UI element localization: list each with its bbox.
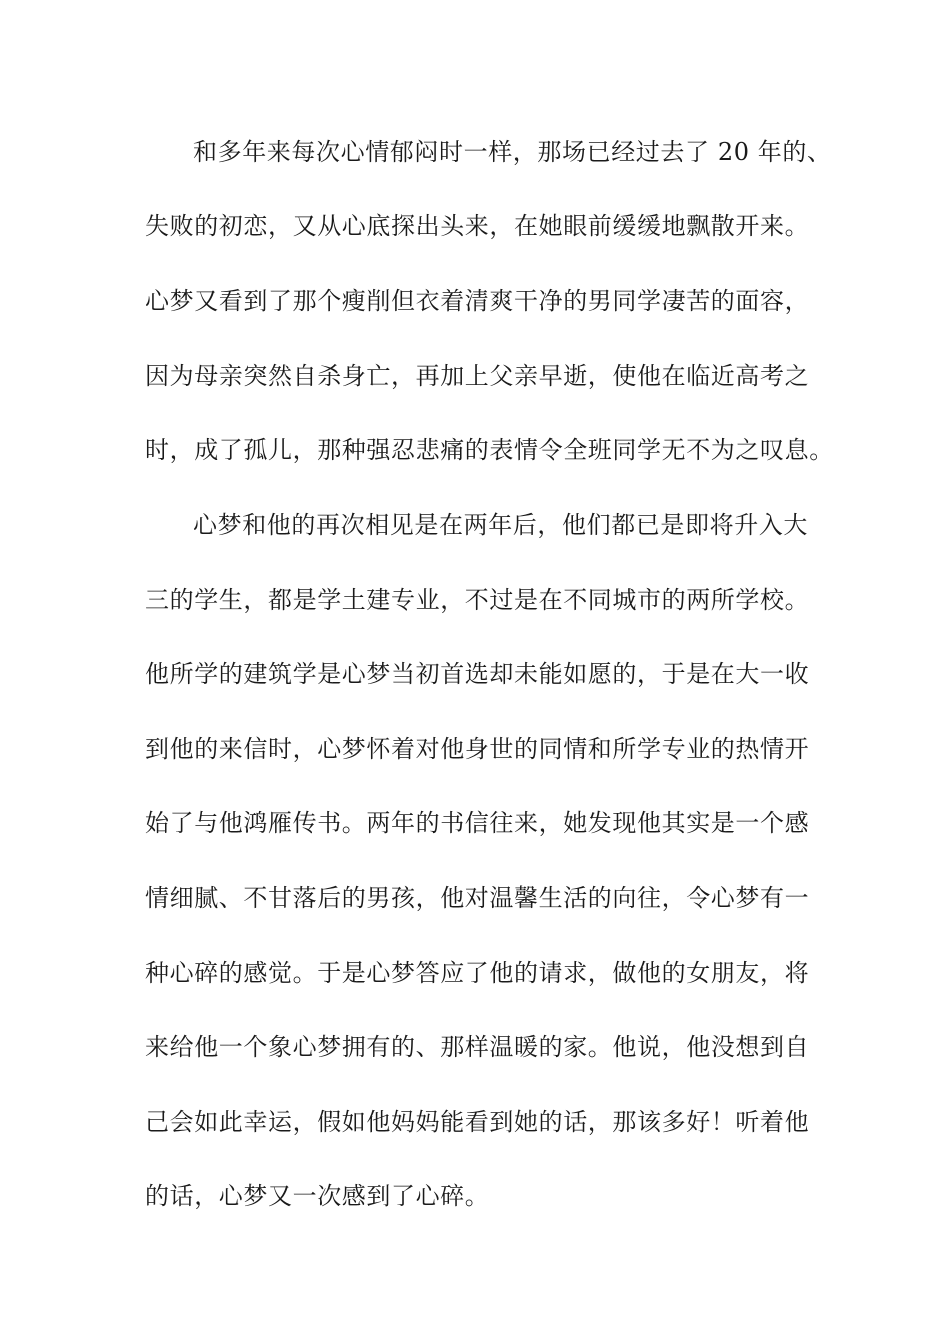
paragraph-2-line-5: 始了与他鸿雁传书。两年的书信往来，她发现他其实是一个感	[145, 809, 810, 837]
paragraph-2-line-9: 己会如此幸运，假如他妈妈能看到她的话，那该多好！听着他	[145, 1108, 810, 1136]
paragraph-2-line-2: 三的学生，都是学土建专业，不过是在不同城市的两所学校。	[145, 586, 810, 614]
paragraph-2-line-3: 他所学的建筑学是心梦当初首选却未能如愿的，于是在大一收	[145, 660, 810, 688]
paragraph-2-line-8: 来给他一个象心梦拥有的、那样温暖的家。他说，他没想到自	[145, 1033, 810, 1061]
paragraph-1-line-2: 失败的初恋，又从心底探出头来，在她眼前缓缓地飘散开来。	[145, 212, 810, 240]
paragraph-1-line-5: 时，成了孤儿，那种强忍悲痛的表情令全班同学无不为之叹息。	[145, 436, 834, 464]
paragraph-2-line-4: 到他的来信时，心梦怀着对他身世的同情和所学专业的热情开	[145, 735, 810, 763]
paragraph-2-line-1: 心梦和他的再次相见是在两年后，他们都已是即将升入大	[193, 511, 808, 539]
paragraph-2-line-10: 的话，心梦又一次感到了心碎。	[145, 1182, 490, 1210]
paragraph-1-line-1: 和多年来每次心情郁闷时一样，那场已经过去了 20 年的、	[193, 138, 832, 166]
paragraph-1-line-3: 心梦又看到了那个瘦削但衣着清爽干净的男同学凄苦的面容，	[145, 287, 810, 315]
paragraph-2-line-6: 情细腻、不甘落后的男孩，他对温馨生活的向往，令心梦有一	[145, 884, 810, 912]
paragraph-1-line-4: 因为母亲突然自杀身亡，再加上父亲早逝，使他在临近高考之	[145, 362, 810, 390]
paragraph-2-line-7: 种心碎的感觉。于是心梦答应了他的请求，做他的女朋友，将	[145, 959, 810, 987]
